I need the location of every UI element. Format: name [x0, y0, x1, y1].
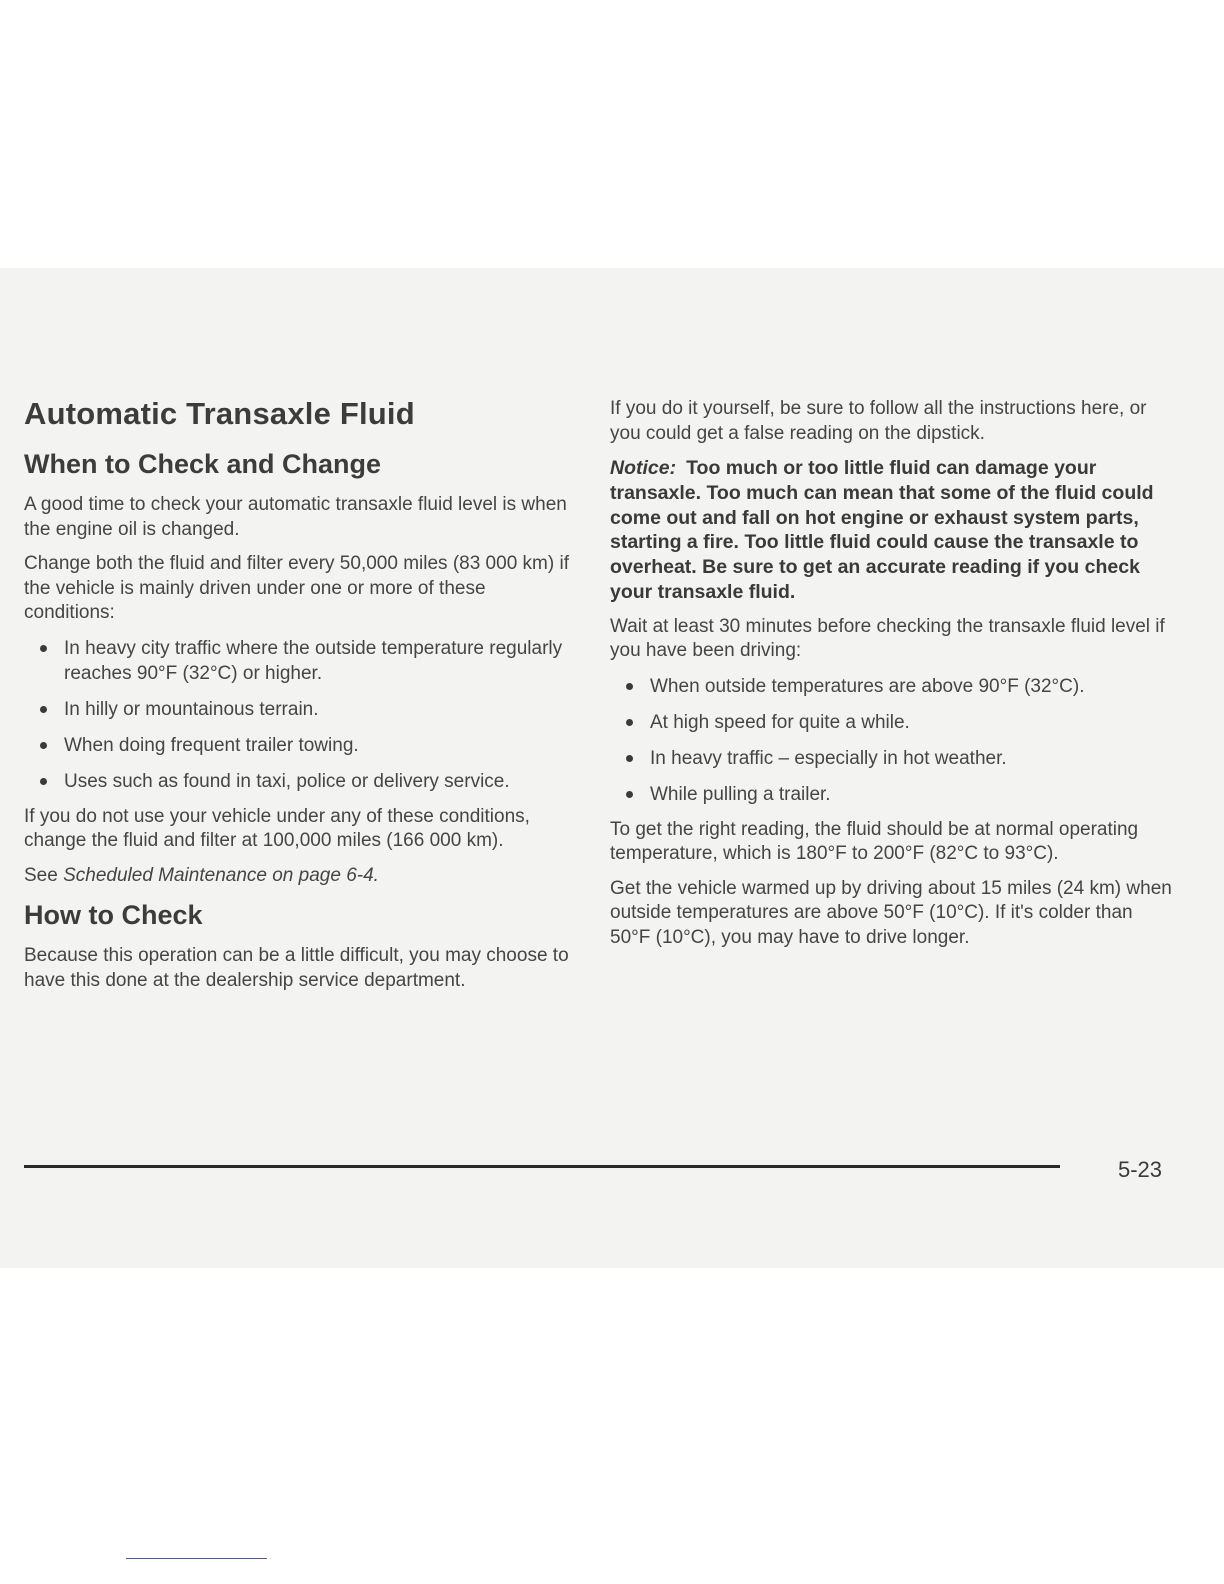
dealership-paragraph: Because this operation can be a little difficult, you may choose to have this done at the dealership service department. — [24, 945, 569, 991]
list-item: At high speed for quite a while. — [610, 710, 1175, 735]
notice-label: Notice: — [610, 457, 677, 479]
bullet-icon — [626, 755, 633, 762]
normal-use-paragraph: If you do not use your vehicle under any of these conditions, change the fluid and filter at 100,000 miles (166 000 km). — [24, 805, 530, 851]
page-number: 5-23 — [1118, 1157, 1163, 1182]
notice-paragraph — [610, 456, 1175, 605]
wait-conditions-list — [610, 674, 1175, 807]
list-item: When outside temperatures are above 90°F (32°C). — [610, 674, 1175, 699]
right-column — [610, 397, 1175, 960]
change-fluid-paragraph: Change both the fluid and filter every 50,000 miles (83 000 km) if the vehicle is mainly driven under one or more of these conditions: — [24, 553, 569, 623]
bullet-icon — [626, 719, 633, 726]
how-to-check-heading: How to Check — [24, 900, 203, 930]
scheduled-maintenance-link[interactable]: Scheduled Maintenance on page 6-4. — [63, 864, 379, 886]
conditions-list — [24, 636, 569, 794]
bullet-icon — [626, 683, 633, 690]
bullet-icon — [40, 645, 47, 652]
list-item: When doing frequent trailer towing. — [24, 733, 569, 758]
list-item: In hilly or mountainous terrain. — [24, 697, 569, 722]
list-item: In heavy city traffic where the outside temperature regularly reaches 90°F (32°C) or higher. — [24, 636, 569, 686]
bullet-icon — [626, 791, 633, 798]
list-item: In heavy traffic – especially in hot weather. — [610, 746, 1175, 771]
operating-temperature-paragraph: To get the right reading, the fluid should be at normal operating temperature, which is 180°F to 200°F (82°C to 93°C). — [610, 818, 1139, 865]
warm-up-paragraph: Get the vehicle warmed up by driving about 15 miles (24 km) when outside temperatures are above 50°F (10°C). If it's colder than 50°F (10°C), you may have to drive longer. — [610, 877, 1172, 948]
footer-rule — [24, 1165, 1060, 1168]
do-it-yourself-paragraph: If you do it yourself, be sure to follow all the instructions here, or you could get a false reading on the dipstick. — [610, 398, 1147, 444]
page-title: Automatic Transaxle Fluid — [24, 396, 415, 431]
list-item: While pulling a trailer. — [610, 782, 1175, 807]
see-reference-paragraph: See Scheduled Maintenance on page 6-4. — [24, 864, 379, 886]
good-time-paragraph: A good time to check your automatic transaxle fluid level is when the engine oil is changed. — [24, 494, 567, 540]
bullet-icon — [40, 742, 47, 749]
notice-text: Too much or too little fluid can damage your transaxle. Too much can mean that some of the fluid could come out and fall on hot engine or exhaust system parts, starting a fire. Too little fluid could cause the transaxle to overheat. Be sure to get an accurate reading if you check your transaxle fluid. — [610, 457, 1154, 603]
bullet-icon — [40, 778, 47, 785]
left-column — [24, 395, 569, 1003]
bullet-icon — [40, 706, 47, 713]
list-item: Uses such as found in taxi, police or delivery service. — [24, 769, 569, 794]
bottom-divider — [126, 1558, 267, 1559]
when-to-check-heading: When to Check and Change — [24, 449, 382, 479]
wait-paragraph: Wait at least 30 minutes before checking the transaxle fluid level if you have been driving: — [610, 615, 1165, 662]
